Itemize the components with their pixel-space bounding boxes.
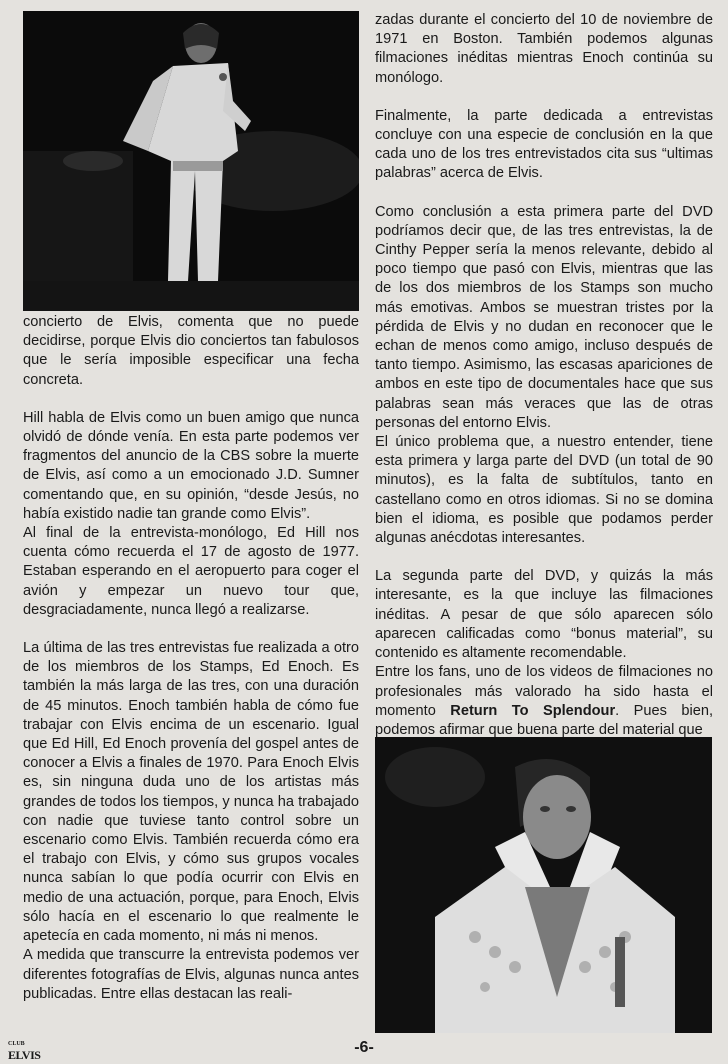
page-number: -6- [354, 1039, 374, 1056]
return-to-splendour-title: Return To Splendour [450, 702, 616, 719]
right-paragraph-3: Como conclusión a esta primera parte del DVD podríamos decir que, de las tres entrevistas, la de Cinthy Pepper sería la menos relevante, debido al poco tiempo que pasó con Elvis, mientras que las de los dos miembros de los Stamps son mucho más emotivas. Ambos se muestran tristes por la pérdida de Elvis y no dudan en reconocer que le echan de menos como amigo, incluso después de tanto tiempo. Asimismo, las escasas apariciones de ambos en este tipo de documentales hace que sus palabras sean más veraces que las de otras personas del entorno Elvis. [375, 203, 713, 431]
right-paragraph-2: Finalmente, la parte dedicada a entrevistas concluye con una especie de conclusión en la que cada uno de los tres entrevistados cita sus “ultimas palabras” acerca de Elvis. [375, 107, 713, 182]
left-paragraph-1: concierto de Elvis, comenta que no puede decidirse, porque Elvis dio conciertos tan fabulosos que le sería imposible especificar una fecha concreta. [23, 314, 359, 388]
left-paragraph-3: Al final de la entrevista-monólogo, Ed Hill nos cuenta cómo recuerda el 17 de agosto de 1977. Estaban esperando en el aeropuerto para coger el avión y empezar un nuevo tour que, desgraciadamente, nunca llegó a realizarse. [23, 525, 359, 618]
elvis-concert-photo-icon [23, 11, 359, 311]
logo-elvis-text: ELVIS [8, 1048, 41, 1062]
concert-photo-top [23, 11, 359, 311]
left-paragraph-4: La última de las tres entrevistas fue realizada a otro de los miembros de los Stamps, Ed Enoch. Es también la más larga de las tres, con una duración de 45 minutos. Enoch también habla de cómo fue trabajar con Elvis encima de un escenario. Igual que Ed Hill, Ed Enoch provenía del gospel antes de conocer a Elvis a finales de 1970. Para Enoch Elvis es, sin ninguna duda uno de los artistas más grandes de todos los tiempos, y nunca ha trabajado con nadie que tuviese tanto control sobre un escenario como Elvis. También recuerda cómo era el trabajo con Elvis, y cómo sus grupos vocales nunca sabían lo que podía ocurrir con Elvis en medio de una actuación, porque, para Enoch, Elvis sólo hacía en el escenario lo que realmente le apetecía en cada momento, ni más ni menos. [23, 640, 359, 945]
right-paragraph-4: El único problema que, a nuestro entender, tiene esta primera y larga parte del DVD (un total de 90 minutos), es la falta de subtítulos, tanto en castellano como en otros idiomas. Si no se domina bien el idioma, es posible que podamos perder algunas anécdotas interesantes. [375, 434, 713, 547]
right-paragraph-6-start: Entre los fans, uno de los videos de filmaciones no profesionales más valorado ha sido hasta el momento [375, 664, 713, 719]
elvis-jumpsuit-photo-icon [375, 737, 712, 1033]
right-paragraph-5: La segunda parte del DVD, y quizás la más interesante, es la que incluye las filmaciones inéditas. A pesar de que sólo aparecen sólo aparecen calificadas como “bonus material”, su contenido es altamente recomendable. [375, 568, 713, 662]
right-paragraph-1: zadas durante el concierto del 10 de noviembre de 1971 en Boston. También podemos algunas filmaciones inéditas mientras Enoch continúa su monólogo. [375, 12, 713, 86]
logo-club-text: CLUB [8, 1041, 25, 1047]
right-column [375, 11, 713, 740]
right-paragraph-6 [375, 663, 713, 740]
concert-photo-bottom [375, 737, 712, 1033]
right-paragraph-6-end: . Pues bien, podemos afirmar que buena parte del material que [375, 702, 714, 738]
left-paragraph-5: A medida que transcurre la entrevista podemos ver diferentes fotografías de Elvis, algunas nunca antes publicadas. Entre ellas destacan las reali- [23, 947, 359, 1002]
left-column [23, 313, 359, 1004]
left-paragraph-2: Hill habla de Elvis como un buen amigo que nunca olvidó de dónde venía. En esta parte podemos ver fragmentos del anuncio de la CBS sobre la muerte de Elvis, así como a un emocionado J.D. Sumner comentando que, en su opinión, “desde Jesús, no había existido nadie tan grande como Elvis”. [23, 409, 359, 522]
